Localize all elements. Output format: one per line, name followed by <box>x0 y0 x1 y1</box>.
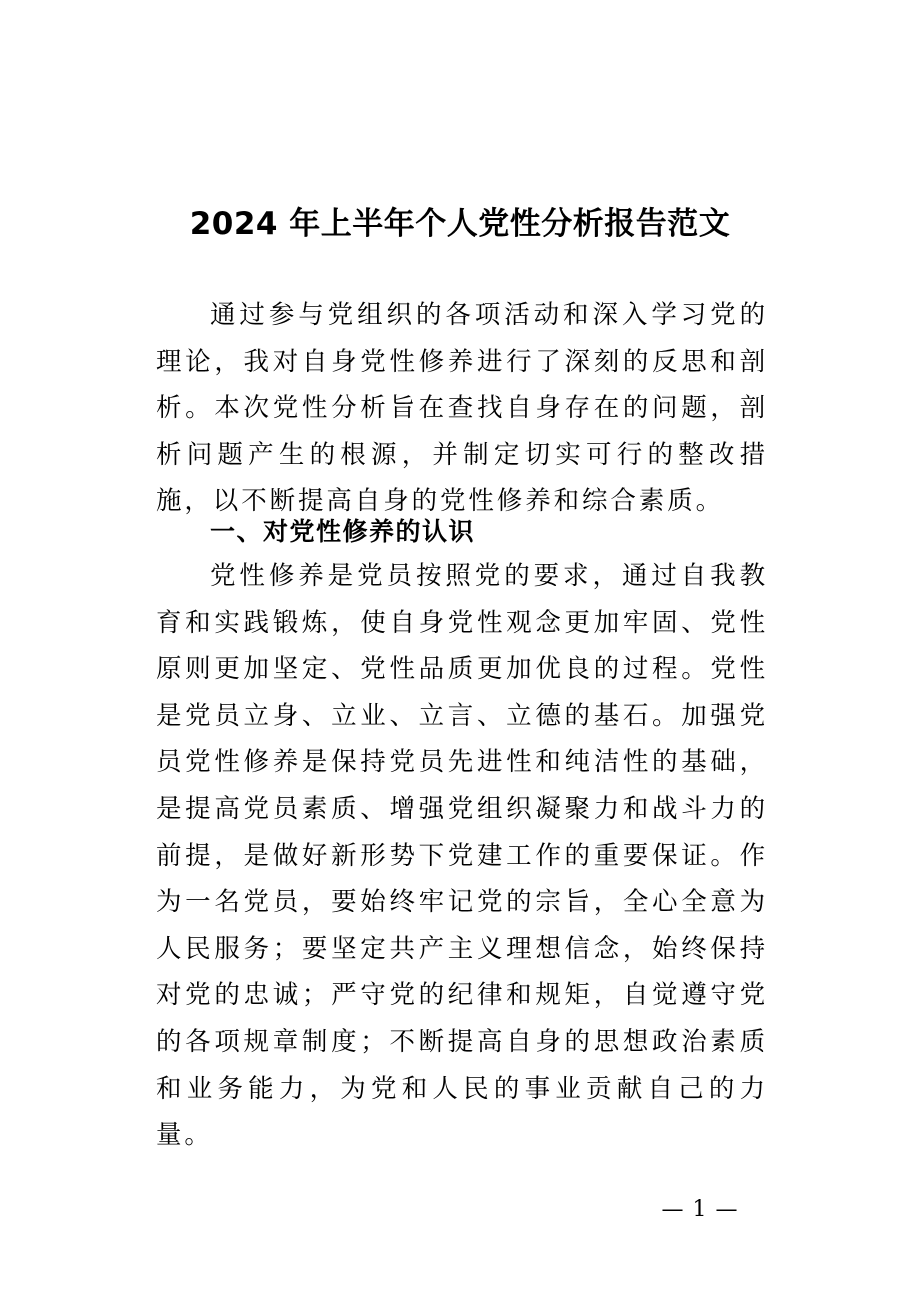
section-paragraph: 党性修养是党员按照党的要求，通过自我教育和实践锻炼，使自身党性观念更加牢固、党性原则更加坚定、党性品质更加优良的过程。党性是党员立身、立业、立言、立德的基石。加强党员党性修养是保持党员先进性和纯洁性的基础，是提高党员素质、增强党组织凝聚力和战斗力的前提，是做好新形势下党建工作的重要保证。作为一名党员，要始终牢记党的宗旨，全心全意为人民服务；要坚定共产主义理想信念，始终保持对党的忠诚；严守党的纪律和规矩，自觉遵守党的各项规章制度；不断提高自身的思想政治素质和业务能力，为党和人民的事业贡献自己的力量。 <box>156 561 768 1151</box>
intro-paragraph: 通过参与党组织的各项活动和深入学习党的理论，我对自身党性修养进行了深刻的反思和剖析。本次党性分析旨在查找自身存在的问题，剖析问题产生的根源，并制定切实可行的整改措施，以不断提高自身的党性修养和综合素质。 <box>156 300 768 517</box>
section-heading: 一、对党性修养的认识 <box>210 517 476 546</box>
document-title: 2024 年上半年个人党性分析报告范文 <box>189 206 731 242</box>
page-number: — 1 — <box>661 1197 739 1222</box>
